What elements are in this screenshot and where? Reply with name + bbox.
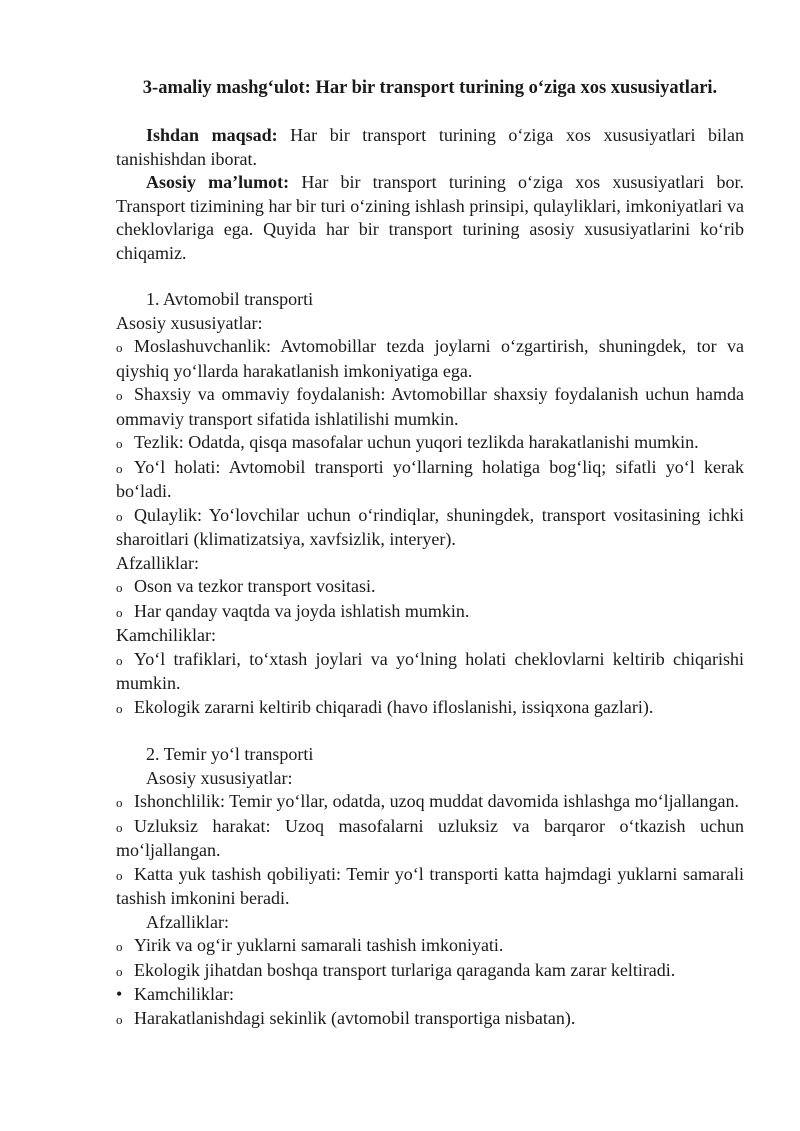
list-item-text: Ishonchlilik: Temir yo‘llar, odatda, uzoq muddat davomida ishlashga mo‘ljallangan. <box>134 791 740 811</box>
section-1-heading: 1. Avtomobil transporti <box>146 289 314 309</box>
purpose-label: Ishdan maqsad: <box>146 125 278 145</box>
circle-bullet-icon: o <box>116 700 123 716</box>
list-item-text: Katta yuk tashish qobiliyati: Temir yo‘l transporti katta hajmdagi yuklarni samarali tashish imkonini beradi. <box>116 863 744 908</box>
circle-bullet-icon: o <box>116 819 123 835</box>
circle-bullet-icon: o <box>116 939 123 954</box>
circle-bullet-icon: o <box>116 580 123 595</box>
list-item-text: Yirik va og‘ir yuklarni samarali tashish imkoniyati. <box>134 935 504 955</box>
circle-bullet-icon: o <box>116 460 123 476</box>
circle-bullet-icon: o <box>116 1011 123 1027</box>
info-text: Har bir transport turining o‘ziga xos xususiyatlari bor. Transport tizimining har bir turi o‘zining ishlash prinsipi, qulayliklari, imkoniyatlari va cheklovlariga ega. Quyida har bir transport turining asosiy xususiyatlarini ko‘rib chiqamiz. <box>116 172 744 263</box>
section-2-features-label: Asosiy xususiyatlar: <box>146 767 293 788</box>
section-1-drawbacks-label: Kamchiliklar: <box>116 625 216 645</box>
list-item <box>116 600 744 625</box>
circle-bullet-icon: o <box>116 388 123 403</box>
circle-bullet-icon: o <box>116 604 123 620</box>
section-2-drawbacks-label <box>116 983 744 1007</box>
spacer <box>116 720 744 743</box>
list-item <box>116 1007 744 1032</box>
circle-bullet-icon: o <box>116 867 123 883</box>
list-item-text: Oson va tezkor transport vositasi. <box>134 576 376 596</box>
purpose-paragraph <box>116 124 744 171</box>
circle-bullet-icon: o <box>116 340 123 355</box>
circle-bullet-icon: o <box>116 436 123 451</box>
list-item <box>116 696 744 721</box>
list-item <box>116 575 744 600</box>
list-item-text: Harakatlanishdagi sekinlik (avtomobil transportiga nisbatan). <box>134 1007 576 1028</box>
list-item-text: Shaxsiy va ommaviy foydalanish: Avtomobillar shaxsiy foydalanish uchun hamda ommaviy transport sifatida ishlatilishi mumkin. <box>116 384 744 429</box>
section-2-heading: 2. Temir yo‘l transporti <box>146 744 314 764</box>
document-body <box>116 76 744 1031</box>
purpose-text: Har bir transport turining o‘ziga xos xususiyatlari bilan tanishishdan iborat. <box>116 125 744 169</box>
list-item <box>116 504 744 552</box>
list-item <box>116 648 744 696</box>
dot-bullet-icon: • <box>116 984 123 1004</box>
info-label: Asosiy ma’lumot: <box>146 172 290 192</box>
list-item-text: Uzluksiz harakat: Uzoq masofalarni uzluksiz va barqaror o‘tkazish uchun mo‘ljallangan. <box>116 815 744 860</box>
circle-bullet-icon: o <box>116 795 123 810</box>
list-item <box>116 335 744 383</box>
list-item <box>116 815 744 863</box>
list-item <box>116 431 744 456</box>
list-item <box>116 790 744 815</box>
list-item-text: Ekologik zararni keltirib chiqaradi (havo ifloslanishi, issiqxona gazlari). <box>134 696 654 717</box>
section-1-features-label: Asosiy xususiyatlar: <box>116 312 263 333</box>
drawbacks-label-text: Kamchiliklar: <box>134 984 234 1004</box>
list-item <box>116 383 744 431</box>
page-title: 3-amaliy mashg‘ulot: Har bir transport turining o‘ziga xos xususiyatlari. <box>142 78 718 98</box>
list-item-text: Har qanday vaqtda va joyda ishlatish mumkin. <box>134 600 470 621</box>
list-item-text: Moslashuvchanlik: Avtomobillar tezda joylarni o‘zgartirish, shuningdek, tor va qiyshiq yo‘llarda harakatlanish imkoniyatiga ega. <box>116 336 744 381</box>
list-item <box>116 959 744 984</box>
circle-bullet-icon: o <box>116 508 123 524</box>
section-1-advantages-label: Afzalliklar: <box>116 552 199 573</box>
list-item-text: Yo‘l trafiklari, to‘xtash joylari va yo‘lning holati cheklovlarni keltirib chiqarishi mumkin. <box>116 648 744 693</box>
list-item <box>116 863 744 911</box>
circle-bullet-icon: o <box>116 652 123 668</box>
list-item-text: Qulaylik: Yo‘lovchilar uchun o‘rindiqlar, shuningdek, transport vositasining ichki sharoitlari (klimatizatsiya, xavfsizlik, interyer). <box>116 504 744 549</box>
circle-bullet-icon: o <box>116 963 123 979</box>
list-item <box>116 456 744 504</box>
list-item <box>116 934 744 959</box>
list-item-text: Ekologik jihatdan boshqa transport turlariga qaraganda kam zarar keltiradi. <box>134 959 676 980</box>
section-2-advantages-label: Afzalliklar: <box>146 911 229 932</box>
info-paragraph <box>116 171 744 265</box>
spacer <box>116 265 744 288</box>
list-item-text: Yo‘l holati: Avtomobil transporti yo‘llarning holatiga bog‘liq; sifatli yo‘l kerak bo‘ladi. <box>116 456 744 501</box>
list-item-text: Tezlik: Odatda, qisqa masofalar uchun yuqori tezlikda harakatlanishi mumkin. <box>134 432 699 452</box>
